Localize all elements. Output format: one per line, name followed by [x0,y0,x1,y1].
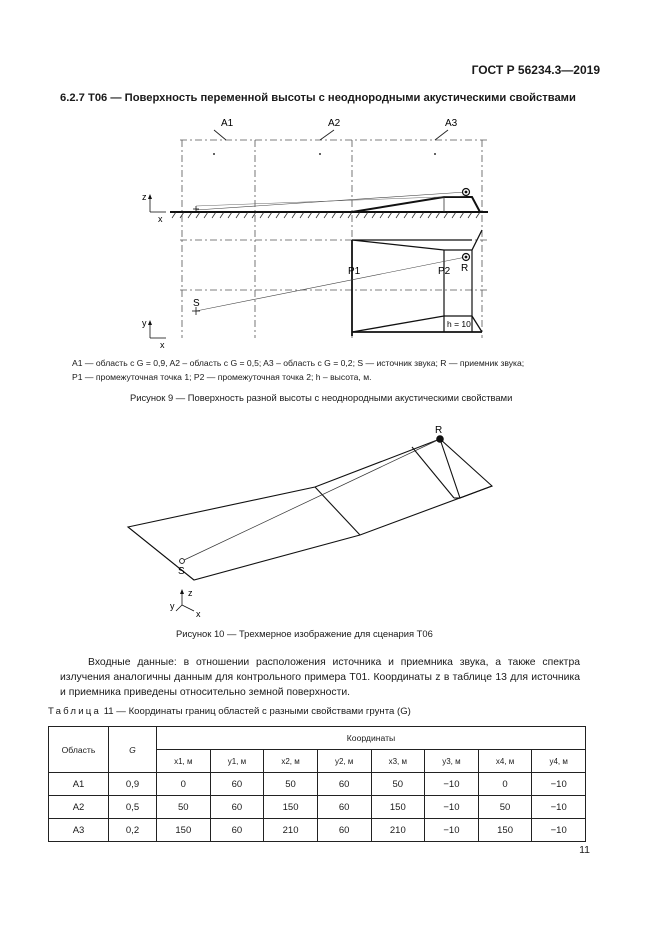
table-cell: A1 [49,773,109,796]
figure-9-legend [72,356,592,384]
table-cell: 0 [157,773,211,796]
table-cell: 150 [157,819,211,842]
table-cell: −10 [425,796,479,819]
axis-y-label-3d: y [170,601,175,611]
col-coords-header: Координаты [157,727,586,750]
col-area-header: Область [49,727,109,773]
boundary-a2-a3 [412,447,454,498]
input-data-paragraph [60,655,580,700]
table-cell: A3 [49,819,109,842]
table-cell: 60 [210,819,264,842]
height-note: h = 10 [447,319,471,329]
subcol-y1: y1, м [210,750,264,773]
figure-10-caption: Рисунок 10 — Трехмерное изображение для сценария T06 [176,628,433,639]
table-cell: 0 [478,773,532,796]
source-label-plan: S [193,298,200,309]
table-cell: −10 [532,819,586,842]
legend-line-2: P1 — промежуточная точка 1; P2 — промежуточная точка 2; h – высота, м. [72,372,372,382]
table-cell: 0,5 [109,796,157,819]
plan-sight-line [196,257,469,311]
source-point-3d [180,559,185,564]
page-number: 11 [579,844,590,856]
table-cell: −10 [425,819,479,842]
subcol-x4: x4, м [478,750,532,773]
standard-number: ГОСТ Р 56234.3—2019 [471,63,600,77]
axis-y-label: y [142,318,147,328]
axis-z-label-3d: z [188,588,193,598]
table-cell: −10 [425,773,479,796]
table-cell: 0,2 [109,819,157,842]
table-header-row [49,727,586,750]
table-cell: −10 [532,796,586,819]
table-cell: 150 [264,796,318,819]
subcol-y3: y3, м [425,750,479,773]
table-cell: 50 [371,773,425,796]
receiver-point-3d [436,435,444,443]
axis-z-label: z [142,192,147,202]
area-a3-label: A3 [445,118,458,129]
subcol-x1: x1, м [157,750,211,773]
table-cell: 60 [317,796,371,819]
table-cell: 60 [210,773,264,796]
area-a2-leader [320,130,334,140]
table-cell: 60 [317,819,371,842]
raised-plateau [440,439,492,498]
receiver-label-3d: R [435,425,443,436]
area-a2-label: A2 [328,118,341,129]
source-label-3d: S [178,566,185,577]
table-cell: 150 [478,819,532,842]
col-g-header: G [109,727,157,773]
subcol-x3: x3, м [371,750,425,773]
axis-x-label-plan: x [160,340,165,350]
table-cell: 50 [478,796,532,819]
table-caption-text: 11 — Координаты границ областей с разными свойствами грунта (G) [103,706,411,717]
subcol-x2: x2, м [264,750,318,773]
paragraph-text: Входные данные: в отношении расположения источника и приемника звука, а также спектра излучения аналогичны данным для контрольного примера T01. Координаты z в таблице 13 для источника и приемника приведены относительно земной поверхности. [60,657,580,698]
subcol-y2: y2, м [317,750,371,773]
table-caption-prefix: Таблица [48,706,102,717]
area-a1-label: A1 [221,118,234,129]
table-11 [48,726,586,842]
section-heading: 6.2.7 T06 — Поверхность переменной высоты с неоднородными акустическими свойствами [60,92,576,104]
figure-9-caption: Рисунок 9 — Поверхность разной высоты с неоднородными акустическими свойствами [130,392,513,403]
boundary-a1-a2 [315,487,360,535]
x-axis-arrow-3d [182,605,194,611]
table-cell: 50 [264,773,318,796]
figure-9-drawing [130,110,500,350]
y-axis-arrow-3d [176,605,182,611]
table-cell: 210 [264,819,318,842]
figure-10-drawing [120,425,510,620]
table-cell: 50 [157,796,211,819]
area-dots [213,153,436,155]
table-cell: 150 [371,796,425,819]
receiver-label-plan: R [461,263,469,274]
table-row [49,819,586,842]
table-row [49,773,586,796]
table-cell: 210 [371,819,425,842]
raised-terrain-profile [352,197,480,212]
legend-line-1: A1 — область с G = 0,9, A2 – область с G = 0,5; A3 – область с G = 0,2; S — источник звука; R — приемник звука; [72,358,525,368]
table-cell: 60 [317,773,371,796]
p2-label: P2 [438,266,451,277]
table-cell: 0,9 [109,773,157,796]
subcol-y4: y4, м [532,750,586,773]
axis-x-label-3d: x [196,609,201,619]
table-11-caption [48,706,411,717]
axis-x-label-section: x [158,214,163,224]
table-cell: 60 [210,796,264,819]
p1-label: P1 [348,266,361,277]
table-row [49,796,586,819]
table-cell: A2 [49,796,109,819]
table-cell: −10 [532,773,586,796]
source-receiver-line [182,439,440,561]
area-a1-leader [214,130,226,140]
area-a3-leader [435,130,448,140]
